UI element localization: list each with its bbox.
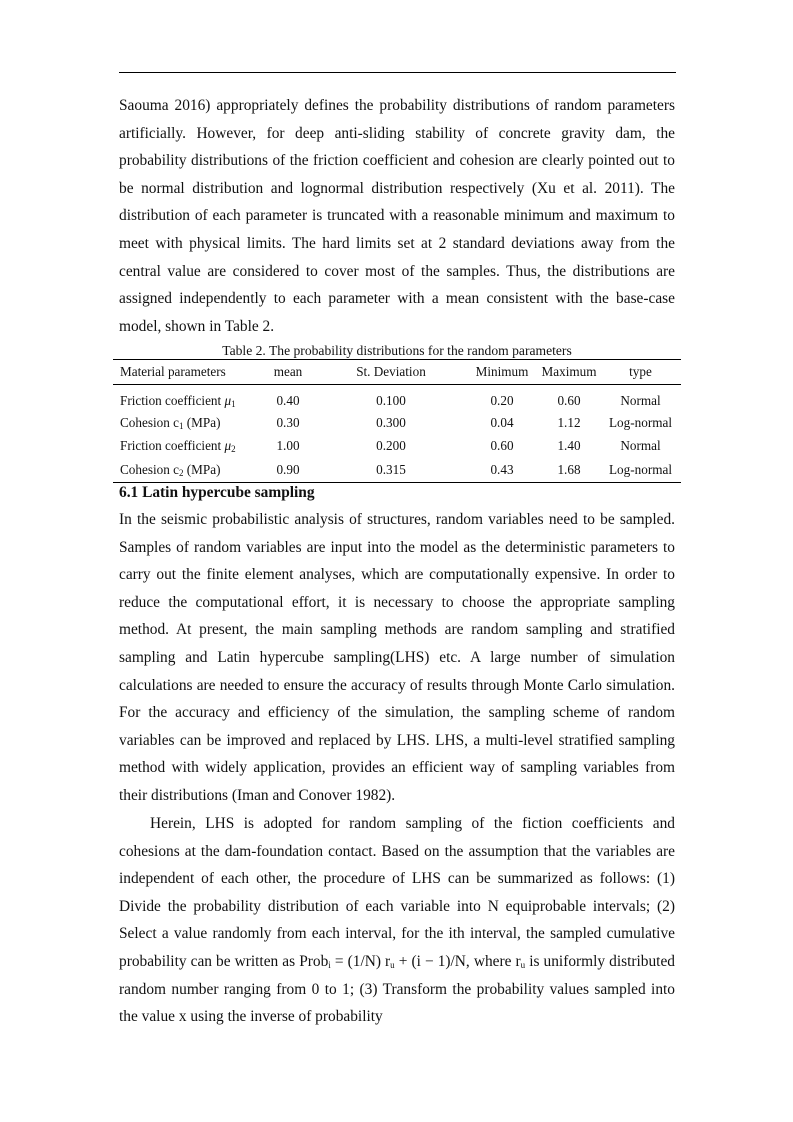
cell-maximum: 1.68 bbox=[538, 457, 600, 483]
cell-parameter: Cohesion $c_2$ (MPa) bbox=[113, 457, 260, 483]
table-header-row bbox=[113, 360, 681, 385]
cell-st-deviation: 0.315 bbox=[316, 457, 466, 483]
section-heading: 6.1 Latin hypercube sampling bbox=[119, 484, 315, 501]
cell-type: Normal bbox=[620, 392, 661, 408]
header-maximum: Maximum bbox=[538, 360, 600, 385]
header-minimum: Minimum bbox=[466, 360, 538, 385]
header-mean: mean bbox=[260, 360, 316, 385]
cell-mean: 0.30 bbox=[276, 414, 300, 430]
probability-distribution-table bbox=[113, 359, 681, 483]
header-st-deviation: St. Deviation bbox=[316, 360, 466, 385]
cell-parameter: Friction coefficient $\mu_1$ bbox=[120, 392, 236, 409]
cell-minimum: 0.60 bbox=[490, 437, 514, 453]
header-rule bbox=[119, 72, 676, 73]
cell-type: Normal bbox=[620, 437, 661, 453]
cell-maximum: 1.12 bbox=[557, 414, 581, 430]
cell-st-deviation: 0.100 bbox=[376, 392, 406, 408]
cell-type: Log-normal bbox=[609, 414, 672, 430]
table-row bbox=[113, 457, 681, 483]
cell-mean: 0.40 bbox=[276, 392, 300, 408]
cell-minimum: 0.43 bbox=[466, 457, 538, 483]
cell-parameter: Friction coefficient $\mu_2$ bbox=[120, 437, 236, 454]
cell-minimum: 0.20 bbox=[490, 392, 514, 408]
cell-maximum: 1.40 bbox=[557, 437, 581, 453]
cell-st-deviation: 0.300 bbox=[376, 414, 406, 430]
cell-st-deviation: 0.200 bbox=[376, 437, 406, 453]
cell-parameter: Cohesion $c_1$ (MPa) bbox=[120, 414, 221, 431]
cell-maximum: 0.60 bbox=[557, 392, 581, 408]
paragraph-1: Saouma 2016) appropriately defines the probability distributions of random parameters artificially. However, for deep anti-sliding stability of concrete gravity dam, the probability distributions of the friction coefficient and cohesion are clearly pointed out to be normal distribution and lognormal distribution respectively (Xu et al. 2011). The distribution of each parameter is truncated with a reasonable minimum and maximum to meet with physical limits. The hard limits set at 2 standard deviations away from the central value are considered to cover most of the samples. Thus, the distributions are assigned independently to each parameter with a mean consistent with the base-case model, shown in Table 2. bbox=[119, 97, 675, 335]
cell-mean: 0.90 bbox=[260, 457, 316, 483]
table-row bbox=[113, 434, 681, 457]
cell-type: Log-normal bbox=[600, 457, 681, 483]
table-row bbox=[113, 385, 681, 412]
cell-minimum: 0.04 bbox=[490, 414, 514, 430]
paragraph-3: Herein, LHS is adopted for random sampling of the fiction coefficients and cohesions at the dam-foundation contact. Based on the assumption that the variables are independent of each other, the procedure of LHS can be summarized as follows: (1) Divide the probability distribution of each variable into N equiprobable intervals; (2) Select a value randomly from each interval, for the ith interval, the sampled cumulative probability can be written as Prob$_i$ = (1/N) $r_u + (i - 1)/N$, where $r_u$ is uniformly distributed random number ranging from 0 to 1; (3) Transform the probability values sampled into the value x using the inverse of probability bbox=[119, 815, 675, 1026]
cell-mean: 1.00 bbox=[276, 437, 300, 453]
table-row bbox=[113, 411, 681, 434]
table-caption: Table 2. The probability distributions for the random parameters bbox=[222, 343, 572, 358]
paragraph-2: In the seismic probabilistic analysis of structures, random variables need to be sampled. Samples of random variables are input into the model as the deterministic parameters to carry out the finite element analyses, which are computationally expensive. In order to reduce the computational effort, it is necessary to choose the appropriate sampling method. At present, the main sampling methods are random sampling and stratified sampling and Latin hypercube sampling(LHS) etc. A large number of simulation calculations are needed to ensure the accuracy of results through Monte Carlo simulation. For the accuracy and efficiency of the simulation, the sampling scheme of random variables can be improved and replaced by LHS. LHS, a multi-level stratified sampling method with widely application, provides an efficient way of sampling variables from their distributions (Iman and Conover 1982). bbox=[119, 511, 675, 804]
header-type: type bbox=[600, 360, 681, 385]
header-material-parameters: Material parameters bbox=[113, 360, 260, 385]
